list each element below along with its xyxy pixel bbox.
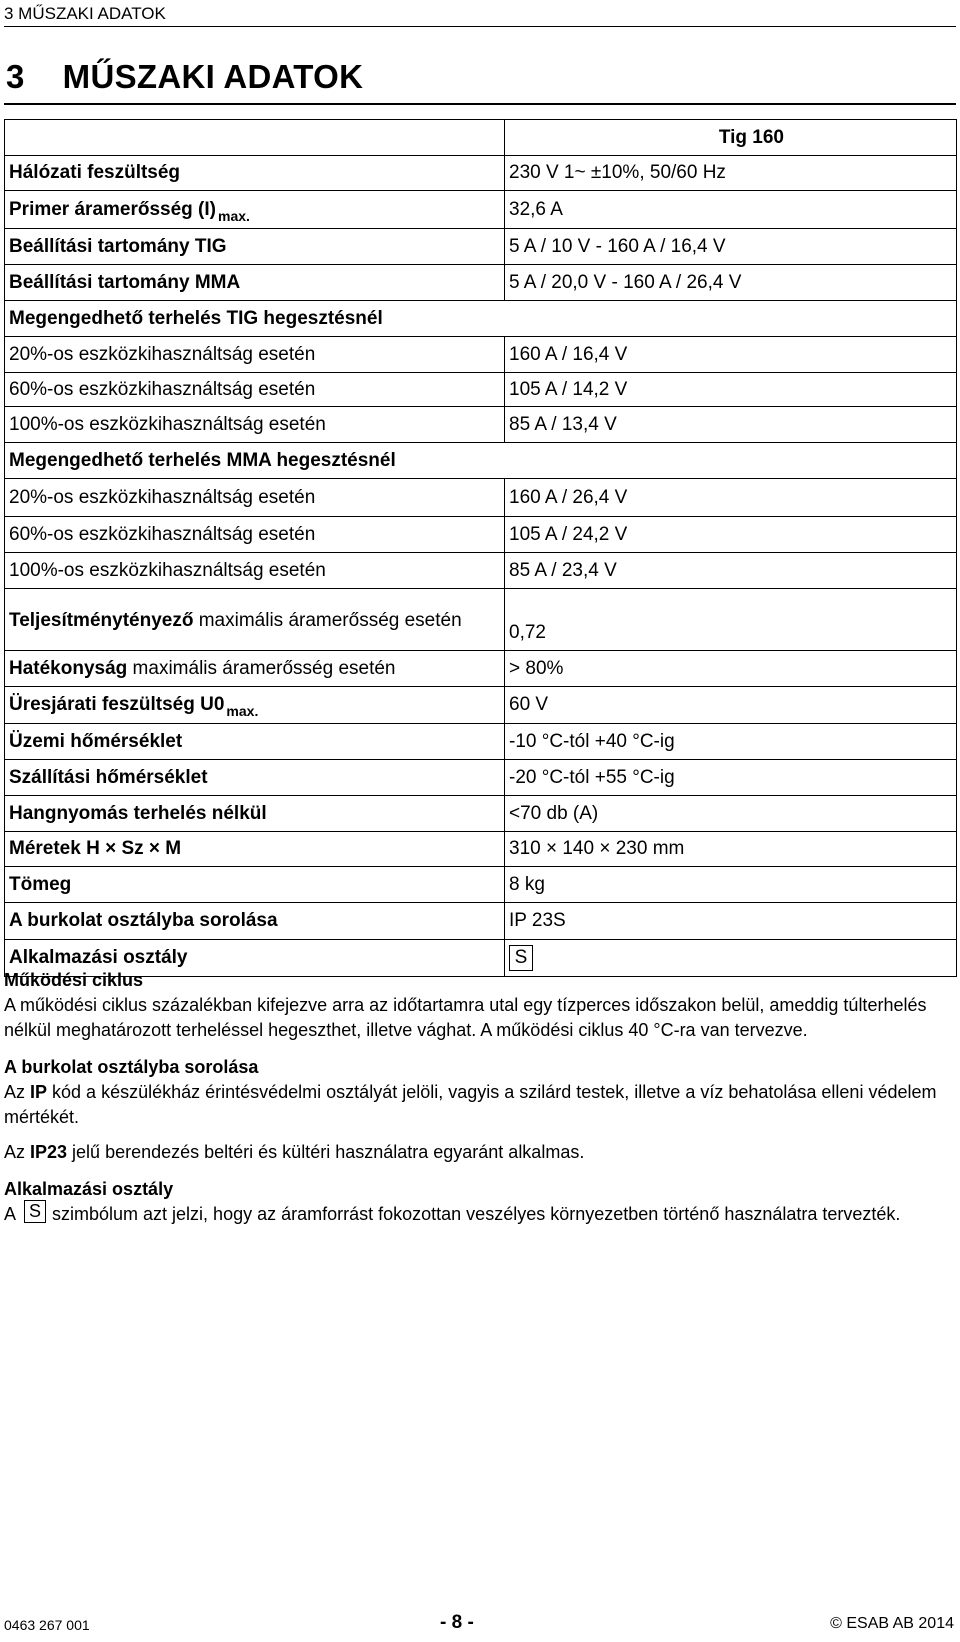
table-row [5,156,957,191]
s-class-symbol-icon: S [24,1200,46,1223]
row-label: 60%-os eszközkihasználtság esetén [5,517,505,553]
row-label: Hálózati feszültség [5,156,505,191]
footer-doc-number: 0463 267 001 [4,1617,90,1633]
table-row [5,651,957,687]
section-title [6,58,363,96]
row-label: Primer áramerősség (I) $_{max.}$ [5,191,505,229]
table-row [5,760,957,796]
table-row [5,120,957,156]
row-value: 32,6 A [505,191,957,229]
spec-table [4,119,957,977]
running-header: 3 MŰSZAKI ADATOK [4,4,166,23]
table-row [5,589,957,651]
enclosure-text-1: Az IP kód a készülékház érintésvédelmi osztályát jelöli, vagyis a szilárd testek, illetve a víz behatolása elleni védelem mértékét. [4,1082,937,1127]
table-row [5,479,957,517]
row-label: 100%-os eszközkihasználtság esetén [5,407,505,443]
table-row [5,443,957,479]
group-label: Megengedhető terhelés TIG hegesztésnél [5,301,957,337]
table-row [5,867,957,903]
s-class-symbol-icon: S [509,945,533,971]
model-header: Tig 160 [505,120,957,156]
row-label: Beállítási tartomány MMA [5,265,505,301]
row-value: -20 °C-tól +55 °C-ig [505,760,957,796]
section-number: 3 [6,58,25,95]
footer-page-number: - 8 - [440,1612,474,1633]
row-label: Szállítási hőmérséklet [5,760,505,796]
row-value: 60 V [505,687,957,724]
row-label: Üzemi hőmérséklet [5,724,505,760]
row-label: Teljesítménytényező maximális áramerősség esetén [5,589,505,651]
duty-cycle-text: A működési ciklus százalékban kifejezve arra az időtartamra utal egy tízperces időszakon belül, ameddig túlterhelés nélkül meghatározott terheléssel hegeszthet, illetve vághat. A működési ciklus 40 °C-ra van tervezve. [4,995,927,1040]
table-row [5,796,957,832]
row-label: Alkalmazási osztály [5,940,505,977]
row-label: Tömeg [5,867,505,903]
table-row [5,903,957,940]
table-row [5,687,957,724]
application-heading: Alkalmazási osztály [4,1179,174,1199]
body-text [4,968,954,1239]
row-label: 60%-os eszközkihasználtság esetén [5,373,505,407]
table-row [5,265,957,301]
row-value: 85 A / 23,4 V [505,553,957,589]
group-label: Megengedhető terhelés MMA hegesztésnél [5,443,957,479]
row-value: 105 A / 14,2 V [505,373,957,407]
table-row [5,553,957,589]
row-value: 0,72 [505,589,957,651]
header-rule [4,26,956,27]
row-label: Beállítási tartomány TIG [5,229,505,265]
table-row [5,724,957,760]
row-value: 160 A / 26,4 V [505,479,957,517]
duty-cycle-heading: Működési ciklus [4,970,144,990]
row-value: <70 db (A) [505,796,957,832]
table-row [5,517,957,553]
row-label: 100%-os eszközkihasználtság esetén [5,553,505,589]
row-value: 8 kg [505,867,957,903]
row-value: 160 A / 16,4 V [505,337,957,373]
row-label: Hatékonyság maximális áramerősség esetén [5,651,505,687]
application-text: A S szimbólum azt jelzi, hogy az áramforrást fokozottan veszélyes környezetben történő használatra tervezték. [4,1201,901,1224]
row-label: Hangnyomás terhelés nélkül [5,796,505,832]
subscript: max. [218,207,250,224]
table-row [5,229,957,265]
row-label: A burkolat osztályba sorolása [5,903,505,940]
row-value: -10 °C-tól +40 °C-ig [505,724,957,760]
table-row [5,337,957,373]
row-value: 310 × 140 × 230 mm [505,832,957,867]
row-value: > 80% [505,651,957,687]
footer-copyright: © ESAB AB 2014 [830,1615,954,1632]
row-label: 20%-os eszközkihasználtság esetén [5,337,505,373]
row-value: 5 A / 10 V - 160 A / 16,4 V [505,229,957,265]
row-value: IP 23S [505,903,957,940]
row-label: 20%-os eszközkihasználtság esetén [5,479,505,517]
table-row [5,373,957,407]
row-label: Üresjárati feszültség U0 $_{max.}$ [5,687,505,724]
row-value: 105 A / 24,2 V [505,517,957,553]
table-row [5,832,957,867]
row-label: Méretek H × Sz × M [5,832,505,867]
row-value: 85 A / 13,4 V [505,407,957,443]
table-row [5,191,957,229]
row-value: 5 A / 20,0 V - 160 A / 26,4 V [505,265,957,301]
subscript: max. [226,703,259,719]
row-value: 230 V 1~ ±10%, 50/60 Hz [505,156,957,191]
section-title-text: MŰSZAKI ADATOK [62,58,364,95]
enclosure-text-2: Az IP23 jelű berendezés beltéri és kültéri használatra egyaránt alkalmas. [4,1142,585,1162]
table-row [5,301,957,337]
table-row [5,407,957,443]
enclosure-heading: A burkolat osztályba sorolása [4,1057,259,1077]
title-rule [4,103,956,105]
